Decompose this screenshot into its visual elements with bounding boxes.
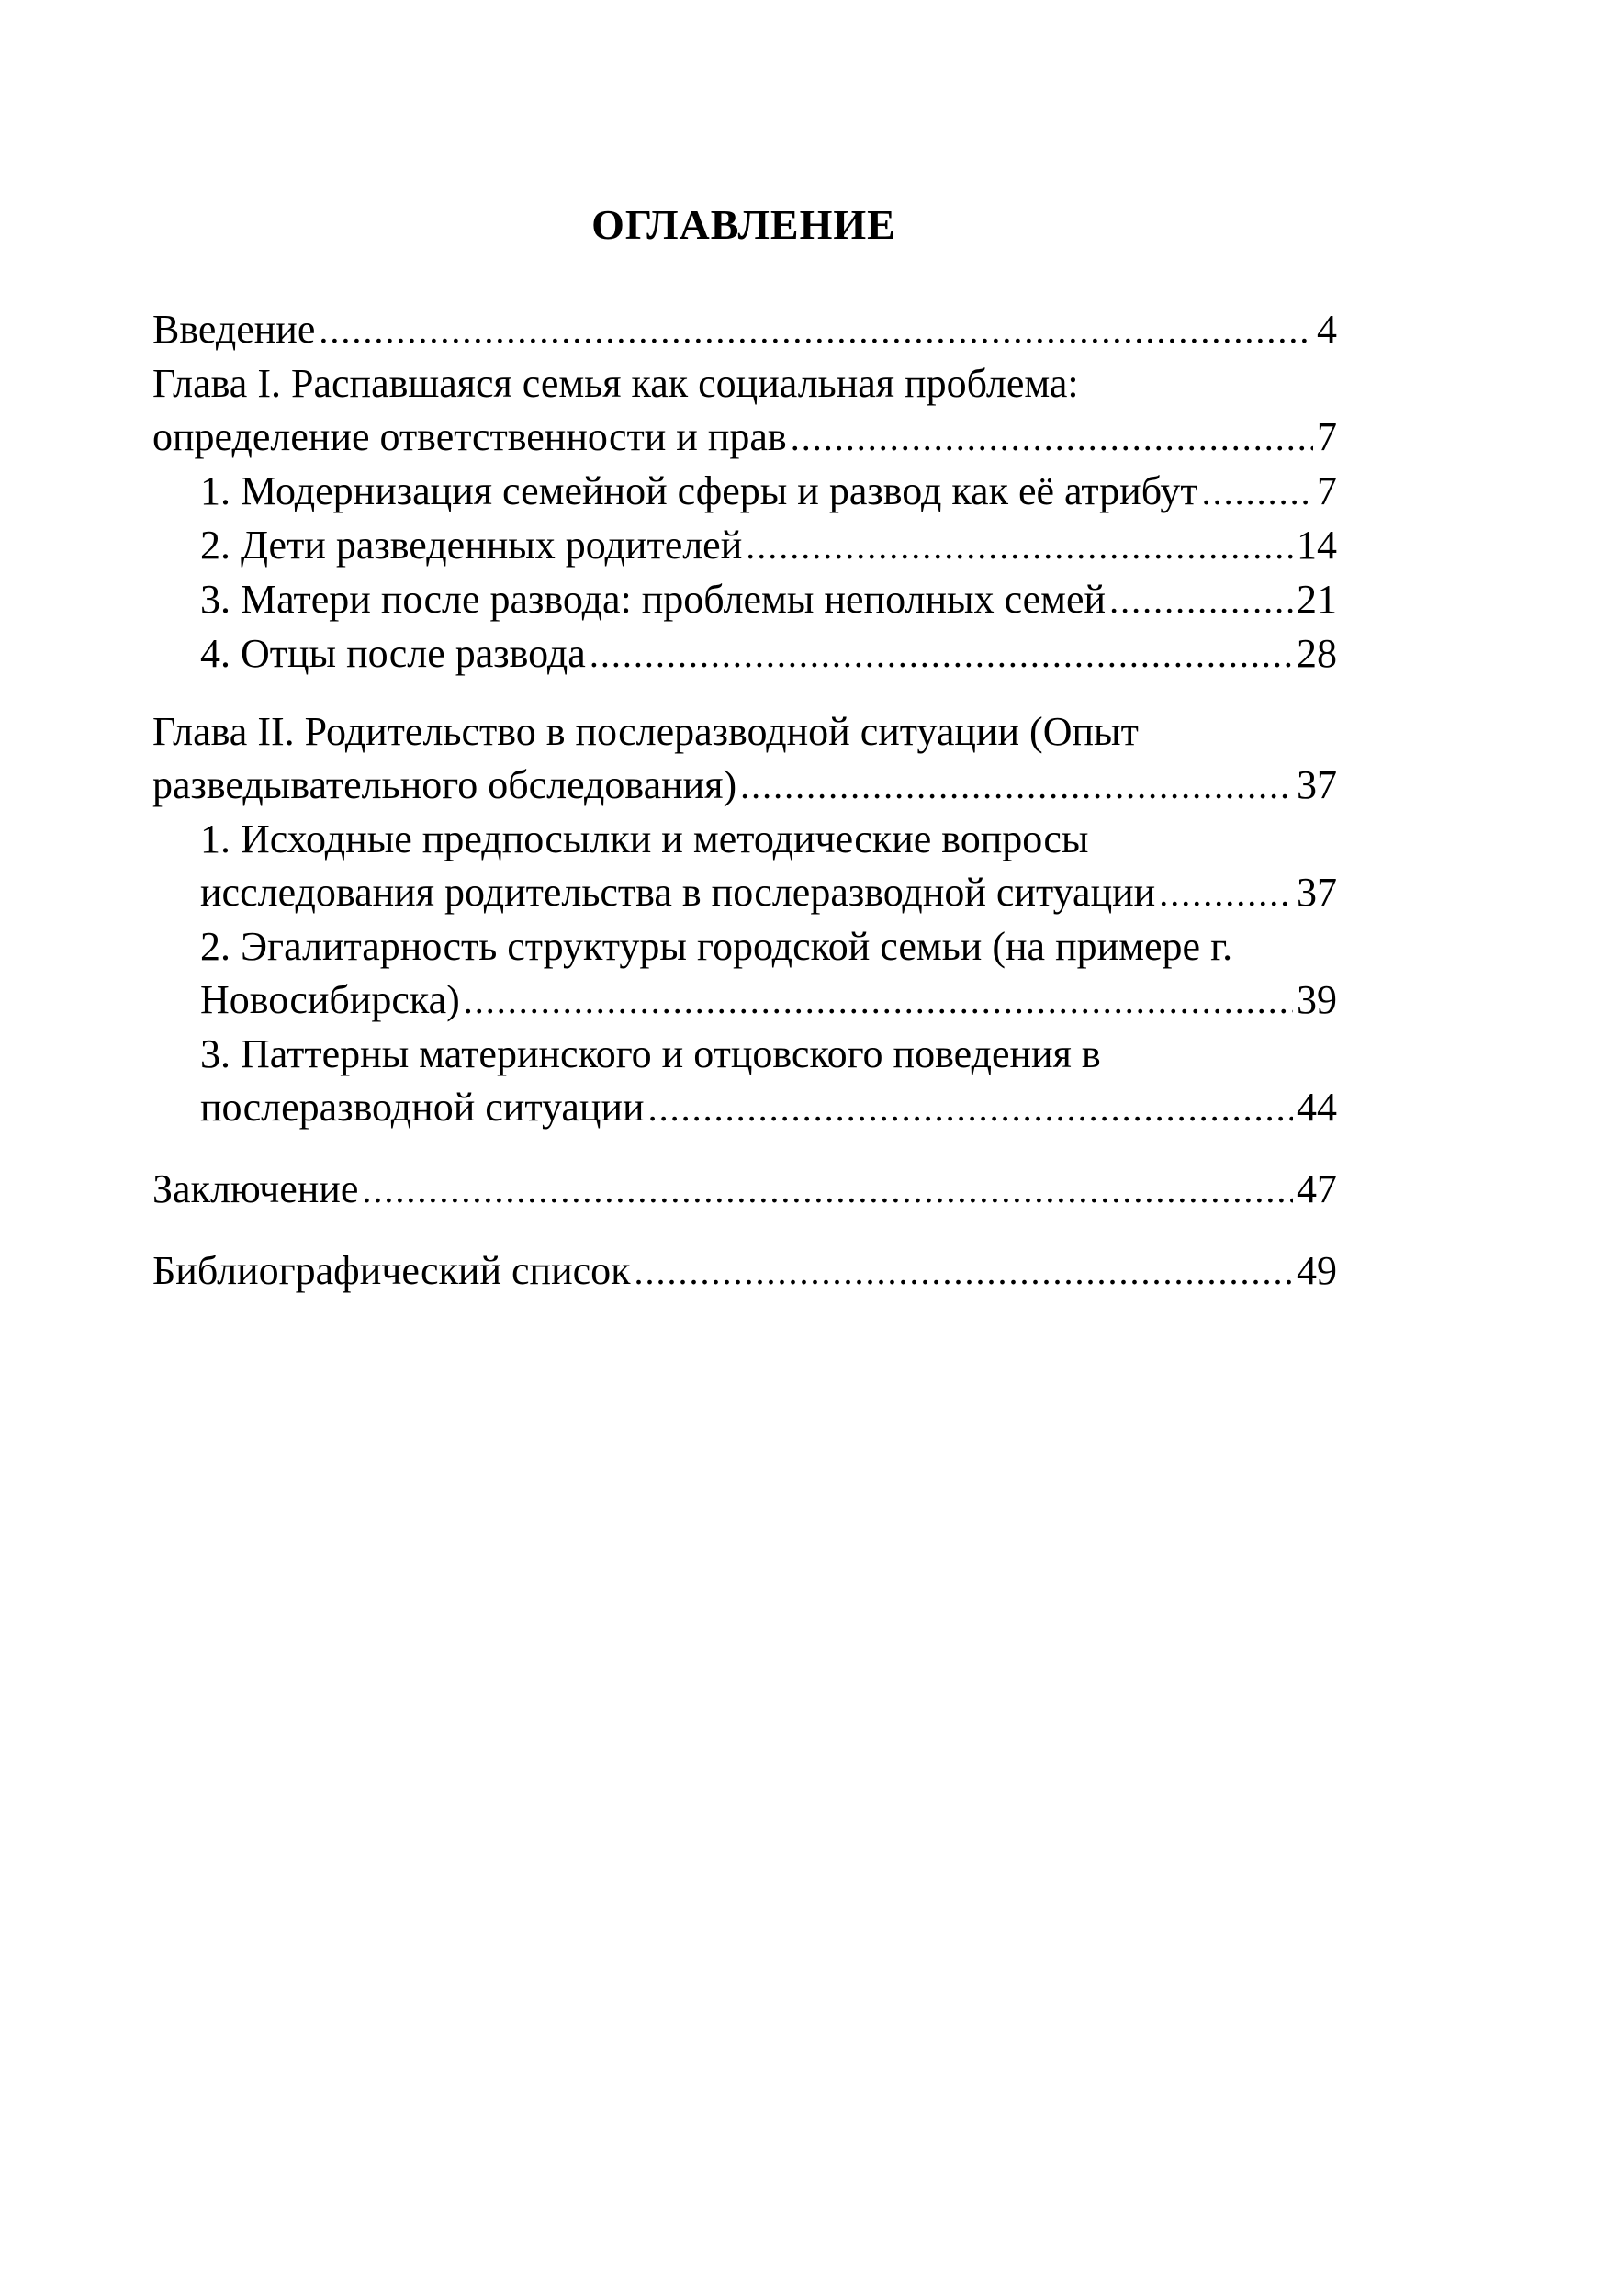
- spacer: [152, 1135, 1337, 1163]
- toc-entry-label: 1. Модернизация семейной сферы и развод как её атрибут: [200, 468, 1198, 513]
- spacer: [152, 1217, 1337, 1244]
- toc-page-number: 37: [1297, 762, 1337, 807]
- toc-entry-label: разведывательного обследования): [152, 762, 737, 807]
- toc-chapter-2-section-3-line-1: 3. Паттерны материнского и отцовского поведения в: [200, 1031, 1101, 1076]
- dot-leader: [1202, 466, 1313, 519]
- toc-chapter-2-section-1-line-1: 1. Исходные предпосылки и методические вопросы: [200, 816, 1089, 861]
- dot-leader: [791, 411, 1313, 465]
- dot-leader: [1109, 574, 1293, 627]
- dot-leader: [740, 760, 1293, 813]
- toc-page-number: 39: [1297, 977, 1337, 1022]
- toc-entry-intro: [152, 303, 1337, 357]
- dot-leader: [590, 628, 1293, 681]
- dot-leader: [648, 1082, 1293, 1135]
- toc-entry-chapter-2-section-2: [152, 974, 1337, 1028]
- toc-entry-chapter-2-section-1: [152, 866, 1337, 920]
- toc-page-number: 7: [1317, 468, 1337, 513]
- toc-entry-label: Библиографический список: [152, 1248, 631, 1293]
- toc-entry-chapter-1-section-4: [152, 627, 1337, 681]
- toc-entry-label: определение ответственности и прав: [152, 414, 787, 459]
- toc-page-number: 49: [1297, 1248, 1337, 1293]
- toc-entry-label: 2. Дети разведенных родителей: [200, 523, 743, 568]
- dot-leader: [1159, 867, 1293, 920]
- toc-entry-chapter-2-section-3: [152, 1081, 1337, 1135]
- toc-chapter-2-section-2-line-1: 2. Эгалитарность структуры городской семьи (на примере г.: [200, 924, 1233, 969]
- toc-entry-label: Введение: [152, 307, 316, 352]
- dot-leader: [746, 520, 1293, 573]
- toc-chapter-1-title-line-1: Глава I. Распавшаяся семья как социальная проблема:: [152, 361, 1079, 406]
- toc-page-number: 7: [1317, 414, 1337, 459]
- toc-entry-chapter-1-section-1: [152, 465, 1337, 519]
- toc-entry-chapter-2: [152, 759, 1337, 813]
- toc-entry-label: Заключение: [152, 1166, 359, 1211]
- dot-leader: [319, 304, 1313, 357]
- table-of-contents: [152, 303, 1337, 1299]
- spacer: [152, 681, 1337, 705]
- toc-entry-label: послеразводной ситуации: [200, 1085, 645, 1130]
- toc-entry-bibliography: [152, 1244, 1337, 1299]
- toc-page-number: 37: [1297, 870, 1337, 915]
- toc-entry-label: Новосибирска): [200, 977, 460, 1022]
- toc-entry-label: 3. Матери после развода: проблемы неполных семей: [200, 577, 1107, 622]
- toc-page-number: 14: [1297, 523, 1337, 568]
- dot-leader: [635, 1245, 1293, 1299]
- toc-entry-label: 4. Отцы после развода: [200, 631, 586, 676]
- toc-page-number: 44: [1297, 1085, 1337, 1130]
- toc-page-number: 4: [1317, 307, 1337, 352]
- toc-entry-chapter-1-section-3: [152, 573, 1337, 627]
- toc-chapter-2-title-line-1: Глава II. Родительство в послеразводной ситуации (Опыт: [152, 709, 1139, 754]
- dot-leader: [464, 974, 1293, 1028]
- toc-entry-label: исследования родительства в послеразводной ситуации: [200, 870, 1156, 915]
- dot-leader: [362, 1164, 1293, 1217]
- toc-page-number: 28: [1297, 631, 1337, 676]
- toc-entry-conclusion: [152, 1163, 1337, 1217]
- page-title: ОГЛАВЛЕНИЕ: [591, 201, 896, 248]
- toc-page-number: 21: [1297, 577, 1337, 622]
- toc-entry-chapter-1: [152, 411, 1337, 465]
- toc-entry-chapter-1-section-2: [152, 519, 1337, 573]
- toc-page-number: 47: [1297, 1166, 1337, 1211]
